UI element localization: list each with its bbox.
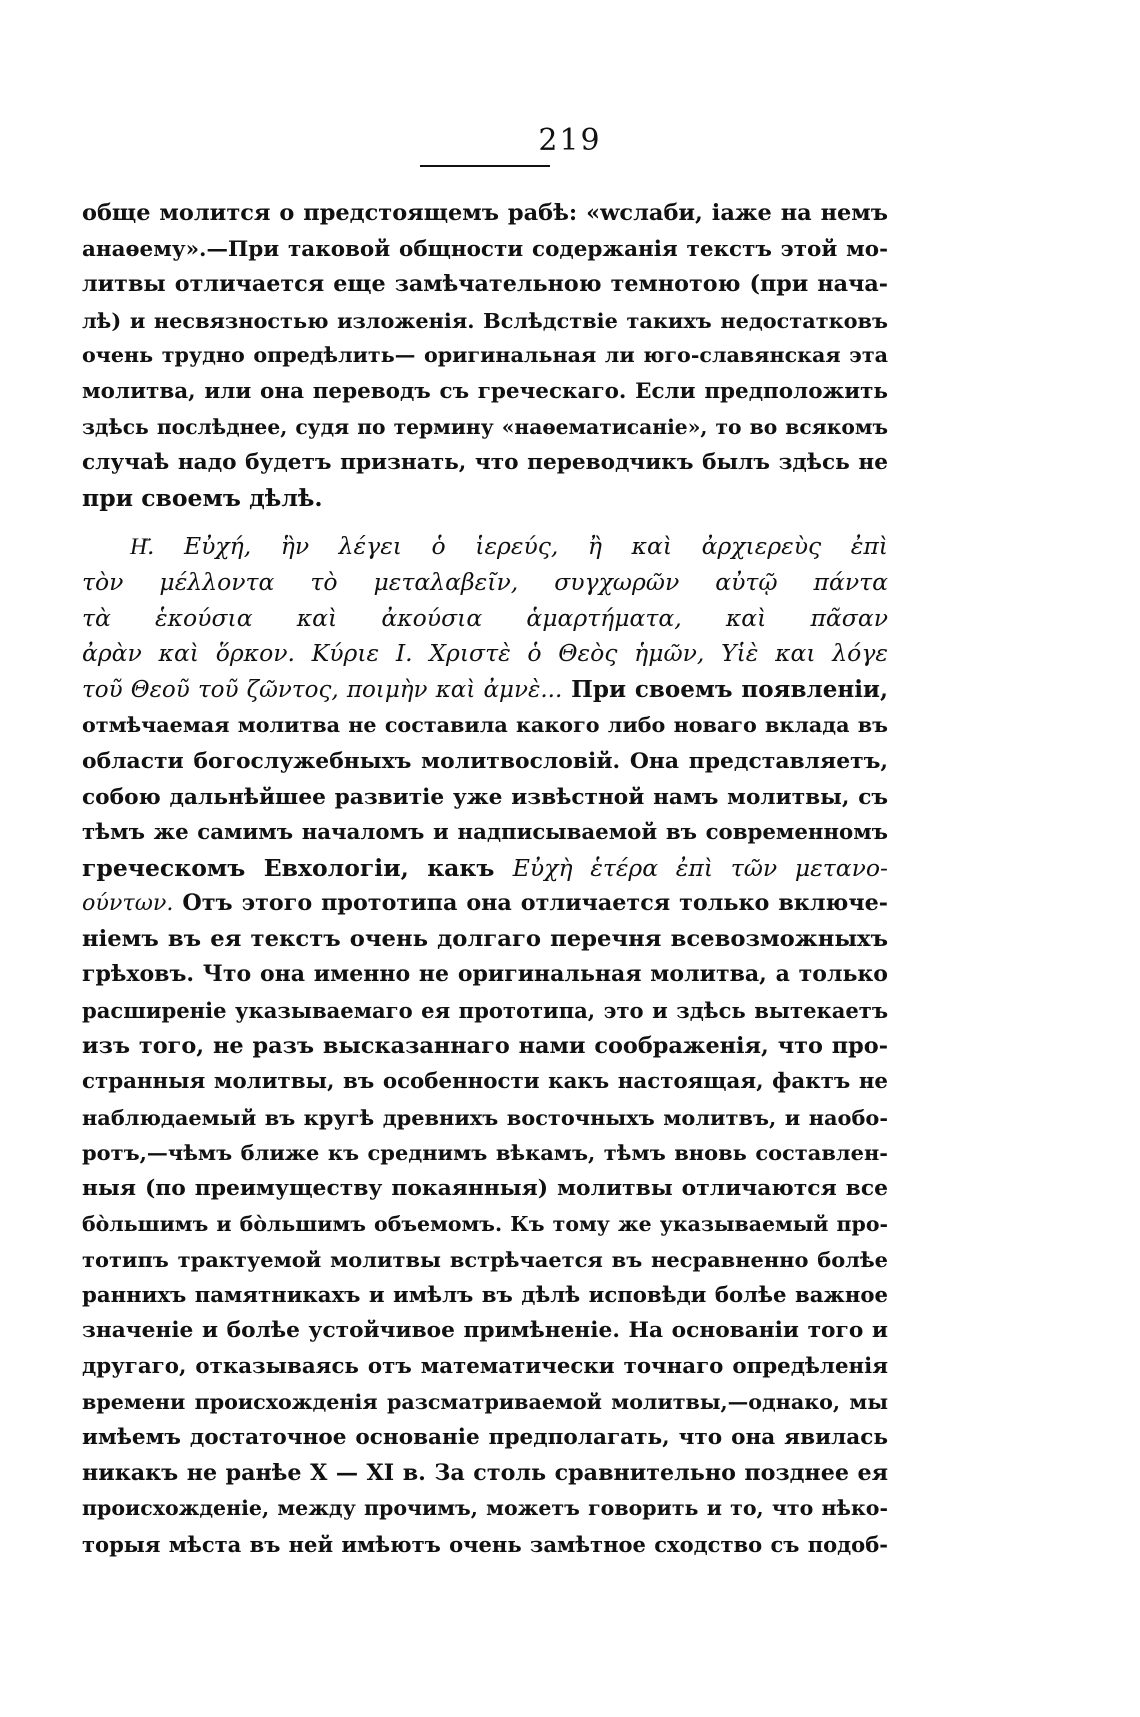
text-line: наблюдаемый въ кругѣ древнихъ восточныхъ молитвъ, и наобо- xyxy=(82,1104,888,1130)
text-line: тѣмъ же самимъ началомъ и надписываемой въ современномъ xyxy=(82,820,888,846)
text-line: происхожденіе, между прочимъ, можетъ говорить и то, что нѣко- xyxy=(82,1496,888,1521)
text-line: другаго, отказываясь отъ математически точнаго опредѣленія xyxy=(82,1354,888,1379)
text-line: ніемъ въ ея текстъ очень долгаго перечня всевозможныхъ xyxy=(82,925,888,952)
text-line: имѣемъ достаточное основаніе предполагать, что она явилась xyxy=(82,1425,888,1451)
greek-phrase: ούντων. xyxy=(82,890,174,917)
greek-line: ἀρὰν καὶ ὅρκον. Κύριε Ι. Χριστὲ ὁ Θεὸς ἡμῶν, Υἱὲ και λόγε xyxy=(82,639,888,668)
text-line: собою дальнѣйшее развитіе уже извѣстной намъ молитвы, съ xyxy=(82,784,888,810)
text-line: ныя (по преимуществу покаянныя) молитвы отличаются все xyxy=(82,1176,888,1202)
text-line xyxy=(82,886,888,922)
body-text xyxy=(82,196,888,1563)
paragraph-1 xyxy=(82,196,888,516)
text-line: ротъ,—чѣмъ ближе къ среднимъ вѣкамъ, тѣмъ вновь составлен- xyxy=(82,1140,888,1166)
text-line: торыя мѣста въ ней имѣютъ очень замѣтное сходство съ подоб- xyxy=(82,1531,888,1557)
greek-phrase: τοῦ Θεοῦ τοῦ ζῶντος, ποιμὴν καὶ ἀμνὲ... xyxy=(82,676,563,703)
text-line: здѣсь послѣднее, судя по термину «наѳематисаніе», то во всякомъ xyxy=(82,414,888,439)
text-line xyxy=(82,851,888,887)
text-line: литвы отличается еще замѣчательною темнотою (при нача- xyxy=(82,271,888,298)
text-line: отмѣчаемая молитва не составила какого либо новаго вклада въ xyxy=(82,713,888,738)
text-line: никакъ не ранѣе X — XI в. За столь сравнительно позднее ея xyxy=(82,1459,888,1486)
text-line: тотипъ трактуемой молитвы встрѣчается въ несравненно болѣе xyxy=(82,1247,888,1273)
text-line: обще молится о предстоящемъ рабѣ: «wслаби, іаже на немъ xyxy=(82,200,888,226)
text-line: области богослужебныхъ молитвословій. Она представляетъ, xyxy=(82,747,888,774)
text-line: случаѣ надо будетъ признать, что переводчикъ былъ здѣсь не xyxy=(82,450,888,476)
text-line: времени происхожденія разсматриваемой молитвы,—однако, мы xyxy=(82,1389,888,1414)
text-line: лѣ) и несвязностью изложенія. Вслѣдствіе такихъ недостатковъ xyxy=(82,307,888,333)
text-line: при своемъ дѣлѣ. xyxy=(82,483,323,512)
text-line: изъ того, не разъ высказаннаго нами соображенія, что про- xyxy=(82,1032,888,1059)
page-number: 219 xyxy=(538,123,602,158)
text-segment: Отъ этого прототипа она отличается только включе- xyxy=(173,890,888,917)
text-line: значеніе и болѣе устойчивое примѣненіе. На основаніи того и xyxy=(82,1318,888,1344)
greek-line: τὰ ἑκούσια καὶ ἀκούσια ἁμαρτήματα, καὶ πᾶσαν xyxy=(82,603,888,632)
greek-phrase: Εὐχὴ ἑτέρα ἐπὶ τῶν μετανο- xyxy=(512,853,888,882)
text-line: молитва, или она переводъ съ греческаго. Если предположить xyxy=(82,378,888,404)
text-line: бо̀льшимъ и бо̀льшимъ объемомъ. Къ тому же указываемый про- xyxy=(82,1211,888,1236)
text-line: анаѳему».—При таковой общности содержанія текстъ этой мо- xyxy=(82,236,888,262)
text-line: очень трудно опредѣлить— оригинальная ли юго-славянская эта xyxy=(82,343,888,368)
greek-line: Н҃. Εὐχή, ἣν λέγει ὁ ἱερεύς, ἢ καὶ ἀρχιερεὺς ἐπὶ xyxy=(130,532,888,561)
text-line: расширеніе указываемаго ея прототипа, это и здѣсь вытекаетъ xyxy=(82,998,888,1024)
text-segment: При своемъ появленіи, xyxy=(562,675,889,703)
text-line: странныя молитвы, въ особенности какъ настоящая, фактъ не xyxy=(82,1069,888,1095)
text-line: грѣховъ. Что она именно не оригинальная молитва, а только xyxy=(82,961,888,988)
text-segment: греческомъ Евхологіи, какъ xyxy=(82,853,513,882)
text-line: раннихъ памятникахъ и имѣлъ въ дѣлѣ исповѣди болѣе важное xyxy=(82,1282,888,1308)
text-line xyxy=(82,672,888,709)
page-number-rule xyxy=(420,165,550,167)
greek-line: τὸν μέλλοντα τὸ μεταλαβεῖν, συγχωρῶν αὐτῷ πάντα xyxy=(82,567,888,596)
paragraph-2 xyxy=(82,529,888,1562)
